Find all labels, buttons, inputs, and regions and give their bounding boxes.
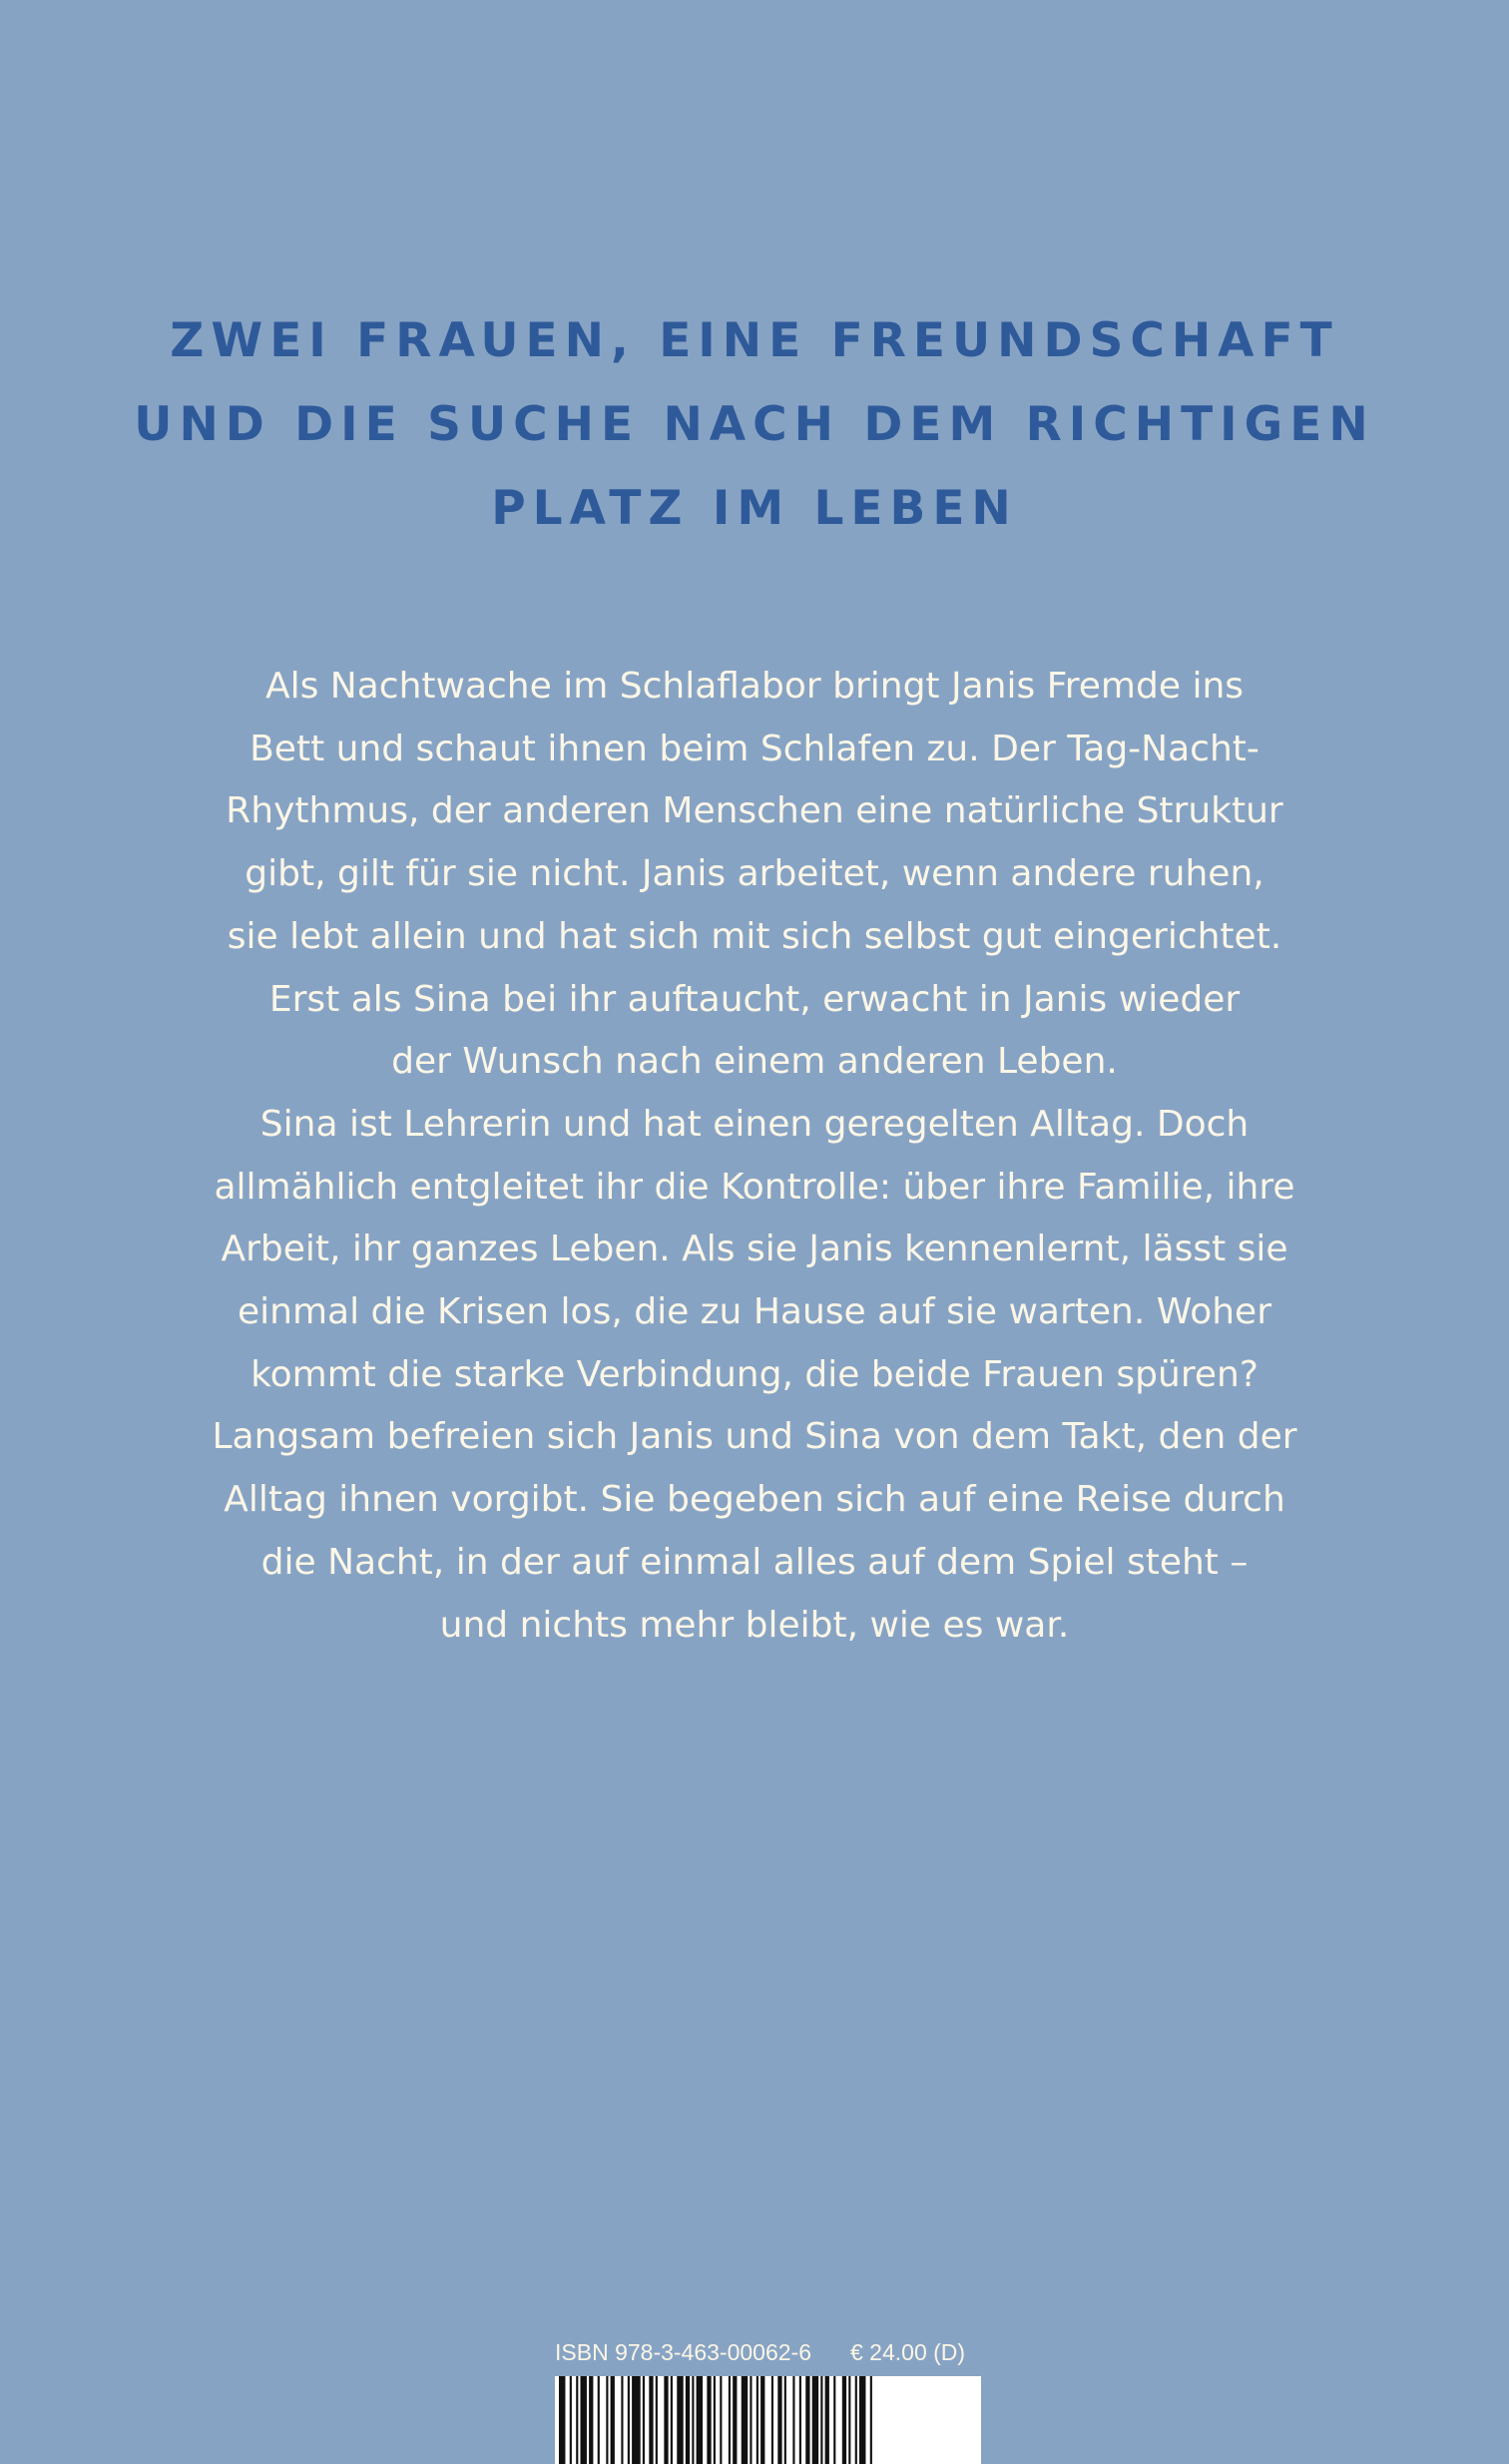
barcode-bar xyxy=(576,2376,578,2464)
barcode-bar xyxy=(632,2376,641,2464)
barcode-bar xyxy=(825,2376,829,2464)
barcode-bar xyxy=(784,2376,786,2464)
barcode xyxy=(555,2376,981,2464)
barcode-bar xyxy=(812,2376,818,2464)
blurb-line: Bett und schaut ihnen beim Schlafen zu. Der Tag-Nacht- xyxy=(250,728,1259,769)
headline-line: UND DIE SUCHE NACH DEM RICHTIGEN xyxy=(134,397,1375,452)
barcode-bar xyxy=(771,2376,773,2464)
isbn-number: ISBN 978-3-463-00062-6 xyxy=(555,2339,811,2365)
barcode-graphic xyxy=(555,2376,981,2464)
barcode-bar xyxy=(750,2376,752,2464)
barcode-bar xyxy=(792,2376,794,2464)
blurb-line: und nichts mehr bleibt, wie es war. xyxy=(439,1604,1070,1646)
barcode-bar xyxy=(842,2376,846,2464)
headline xyxy=(0,299,1509,551)
barcode-bar xyxy=(589,2376,593,2464)
barcode-bar xyxy=(720,2376,722,2464)
blurb-line: Arbeit, ihr ganzes Leben. Als sie Janis kennenlernt, lässt sie xyxy=(221,1229,1288,1270)
barcode-bar xyxy=(848,2376,850,2464)
barcode-bar xyxy=(697,2376,703,2464)
barcode-bar xyxy=(729,2376,731,2464)
barcode-bar xyxy=(799,2376,801,2464)
barcode-bar xyxy=(643,2376,645,2464)
barcode-bar xyxy=(714,2376,716,2464)
barcode-bar xyxy=(621,2376,623,2464)
blurb-line: Langsam befreien sich Janis und Sina von dem Takt, den der xyxy=(212,1416,1297,1458)
barcode-bar xyxy=(820,2376,822,2464)
blurb-line: der Wunsch nach einem anderen Leben. xyxy=(391,1041,1118,1083)
barcode-bar xyxy=(606,2376,608,2464)
barcode-bar xyxy=(859,2376,865,2464)
blurb-text xyxy=(0,656,1509,1657)
barcode-bar xyxy=(692,2376,694,2464)
blurb-line: Erst als Sina bei ihr auftaucht, erwacht in Janis wieder xyxy=(268,978,1241,1020)
blurb-line: gibt, gilt für sie nicht. Janis arbeitet, wenn andere ruhen, xyxy=(245,853,1264,895)
barcode-bar xyxy=(833,2376,835,2464)
blurb-line: Alltag ihnen vorgibt. Sie begeben sich auf eine Reise durch xyxy=(224,1479,1285,1521)
barcode-bar xyxy=(649,2376,653,2464)
barcode-bar xyxy=(805,2376,809,2464)
barcode-bar xyxy=(870,2376,872,2464)
barcode-bar xyxy=(570,2376,572,2464)
barcode-bar xyxy=(855,2376,857,2464)
blurb-line: sie lebt allein und hat sich mit sich selbst gut eingerichtet. xyxy=(227,915,1282,957)
barcode-bar xyxy=(664,2376,668,2464)
barcode-bar xyxy=(760,2376,764,2464)
blurb-line: Sina ist Lehrerin und hat einen geregelten Alltag. Doch xyxy=(259,1103,1250,1145)
blurb-line: allmählich entgleitet ihr die Kontrolle: über ihre Familie, ihre xyxy=(214,1166,1295,1208)
blurb-line: einmal die Krisen los, die zu Hause auf sie warten. Woher xyxy=(237,1291,1272,1333)
barcode-bar xyxy=(559,2376,565,2464)
headline-line: ZWEI FRAUEN, EINE FREUNDSCHAFT xyxy=(170,313,1339,368)
blurb-line: Rhythmus, der anderen Menschen eine natürliche Struktur xyxy=(226,790,1283,832)
price: € 24.00 (D) xyxy=(850,2339,966,2365)
barcode-bar xyxy=(581,2376,587,2464)
barcode-bar xyxy=(677,2376,683,2464)
barcode-bar xyxy=(742,2376,748,2464)
barcode-bar xyxy=(598,2376,600,2464)
barcode-bar xyxy=(756,2376,758,2464)
barcode-bar xyxy=(733,2376,737,2464)
blurb-line: die Nacht, in der auf einmal alles auf dem Spiel steht – xyxy=(260,1541,1249,1583)
blurb-line: kommt die starke Verbindung, die beide Frauen spüren? xyxy=(251,1353,1258,1395)
barcode-bar xyxy=(686,2376,690,2464)
barcode-bar xyxy=(777,2376,781,2464)
barcode-bar xyxy=(707,2376,711,2464)
barcode-bar xyxy=(611,2376,615,2464)
barcode-bar xyxy=(671,2376,673,2464)
blurb-line: Als Nachtwache im Schlaflabor bringt Janis Fremde ins xyxy=(264,666,1245,707)
barcode-bar xyxy=(656,2376,658,2464)
headline-line: PLATZ IM LEBEN xyxy=(491,481,1018,536)
barcode-bar xyxy=(628,2376,630,2464)
isbn-price-line xyxy=(555,2337,984,2367)
